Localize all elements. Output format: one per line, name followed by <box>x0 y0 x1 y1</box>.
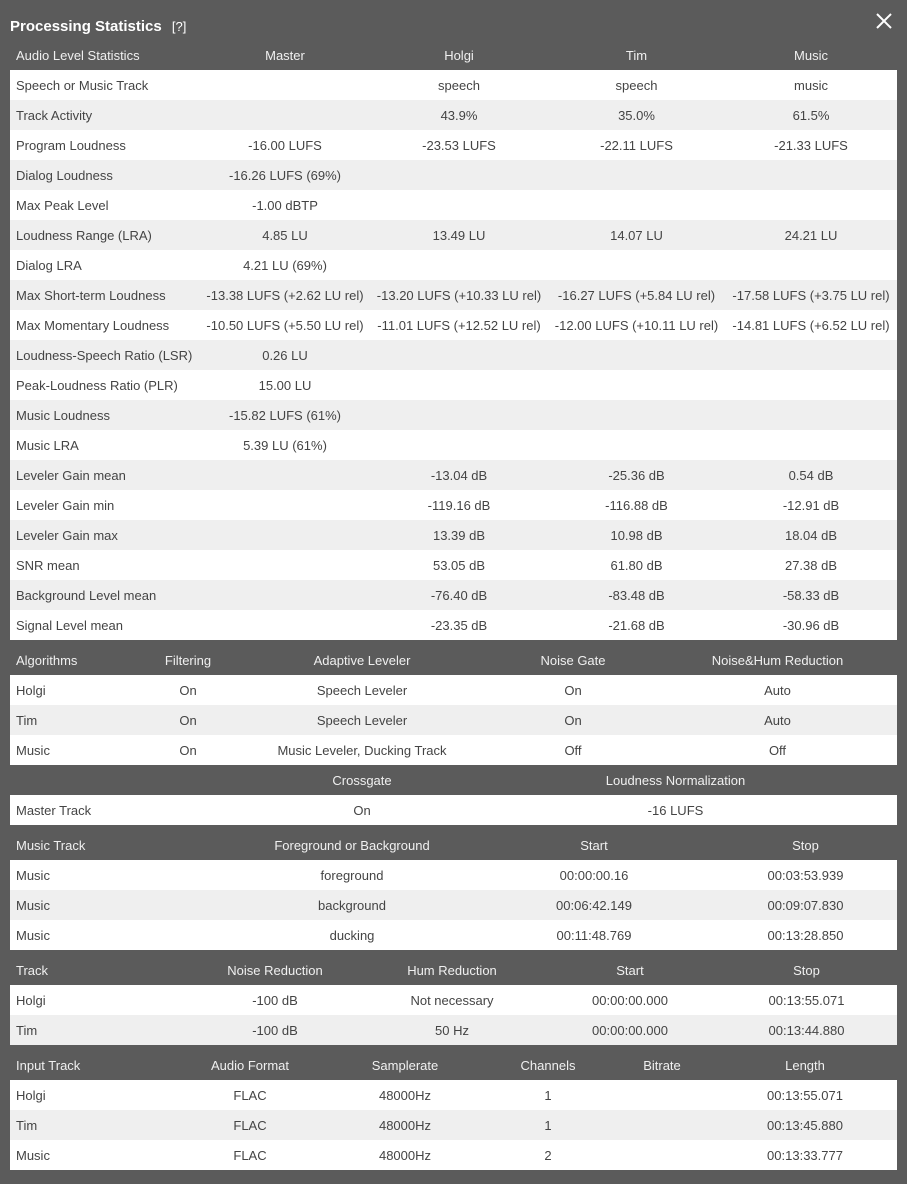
table-cell: FLAC <box>175 1110 325 1140</box>
table-cell: 0.26 LU <box>200 340 370 370</box>
dialog-title: Processing Statistics <box>10 18 162 35</box>
table-cell: -25.36 dB <box>548 460 725 490</box>
table-cell: -100 dB <box>190 1015 360 1045</box>
table-row <box>10 280 897 310</box>
table-cell: -22.11 LUFS <box>548 130 725 160</box>
table-cell: -30.96 dB <box>725 610 897 640</box>
table-cell: -15.82 LUFS (61%) <box>200 400 370 430</box>
table-cell <box>725 250 897 280</box>
table-row <box>10 310 897 340</box>
row-label: Speech or Music Track <box>10 70 200 100</box>
table-row <box>10 190 897 220</box>
table-cell <box>548 340 725 370</box>
row-label: Music <box>10 1140 175 1170</box>
table-cell: FLAC <box>175 1080 325 1110</box>
table-header-row <box>10 955 897 985</box>
row-label: Max Momentary Loudness <box>10 310 200 340</box>
row-label: Signal Level mean <box>10 610 200 640</box>
table-row <box>10 890 897 920</box>
table-row <box>10 860 897 890</box>
table-cell: -23.53 LUFS <box>370 130 548 160</box>
audio-level-table <box>10 40 897 640</box>
table-cell: 24.21 LU <box>725 220 897 250</box>
music-track-table <box>10 830 897 950</box>
table-cell <box>370 370 548 400</box>
row-label: Dialog Loudness <box>10 160 200 190</box>
row-label: Tim <box>10 1110 175 1140</box>
table-cell: -13.04 dB <box>370 460 548 490</box>
table-cell: 50 Hz <box>360 1015 544 1045</box>
column-header: Algorithms <box>10 645 140 675</box>
table-cell: 18.04 dB <box>725 520 897 550</box>
table-cell: -16.26 LUFS (69%) <box>200 160 370 190</box>
table-cell <box>200 460 370 490</box>
table-cell: 00:13:33.777 <box>713 1140 897 1170</box>
input-track-table <box>10 1050 897 1170</box>
dialog-header <box>10 17 186 37</box>
row-label: Music LRA <box>10 430 200 460</box>
table-row <box>10 160 897 190</box>
column-header: Music Track <box>10 830 230 860</box>
table-row <box>10 610 897 640</box>
table-cell: 10.98 dB <box>548 520 725 550</box>
row-label: Master Track <box>10 795 270 825</box>
row-label: Music <box>10 860 230 890</box>
table-row <box>10 1140 897 1170</box>
table-cell <box>370 190 548 220</box>
table-row <box>10 985 897 1015</box>
column-header: Input Track <box>10 1050 175 1080</box>
table-cell: foreground <box>230 860 474 890</box>
table-cell: 1 <box>485 1080 611 1110</box>
table-cell: background <box>230 890 474 920</box>
table-cell: 35.0% <box>548 100 725 130</box>
table-cell <box>370 430 548 460</box>
table-cell <box>725 190 897 220</box>
table-cell <box>370 340 548 370</box>
table-cell: On <box>140 735 236 765</box>
table-cell: 00:00:00.000 <box>544 985 716 1015</box>
table-cell: 00:13:28.850 <box>714 920 897 950</box>
column-header: Filtering <box>140 645 236 675</box>
row-label: Max Short-term Loudness <box>10 280 200 310</box>
table-cell: -100 dB <box>190 985 360 1015</box>
row-label: Music <box>10 890 230 920</box>
column-header: Master <box>200 40 370 70</box>
row-label: Leveler Gain mean <box>10 460 200 490</box>
row-label: Track Activity <box>10 100 200 130</box>
algorithms-table <box>10 645 897 765</box>
table-cell <box>200 70 370 100</box>
table-row <box>10 340 897 370</box>
table-cell <box>548 400 725 430</box>
row-label: Peak-Loudness Ratio (PLR) <box>10 370 200 400</box>
table-cell: -23.35 dB <box>370 610 548 640</box>
table-row <box>10 490 897 520</box>
table-cell: FLAC <box>175 1140 325 1170</box>
table-row <box>10 520 897 550</box>
table-cell <box>200 610 370 640</box>
table-cell: 48000Hz <box>325 1080 485 1110</box>
table-cell <box>725 160 897 190</box>
table-cell: -116.88 dB <box>548 490 725 520</box>
table-cell: 14.07 LU <box>548 220 725 250</box>
table-cell: 00:03:53.939 <box>714 860 897 890</box>
table-cell: 00:13:55.071 <box>713 1080 897 1110</box>
table-cell: -13.20 LUFS (+10.33 LU rel) <box>370 280 548 310</box>
table-header-row <box>10 645 897 675</box>
table-cell: Speech Leveler <box>236 675 488 705</box>
row-label: Holgi <box>10 1080 175 1110</box>
column-header: Hum Reduction <box>360 955 544 985</box>
column-header: Start <box>544 955 716 985</box>
table-cell <box>611 1110 713 1140</box>
table-cell: 00:13:45.880 <box>713 1110 897 1140</box>
table-cell: 00:13:44.880 <box>716 1015 897 1045</box>
table-cell: 00:06:42.149 <box>474 890 714 920</box>
row-label: Max Peak Level <box>10 190 200 220</box>
table-row <box>10 550 897 580</box>
table-cell: -21.33 LUFS <box>725 130 897 160</box>
table-cell: 5.39 LU (61%) <box>200 430 370 460</box>
table-cell: Music Leveler, Ducking Track <box>236 735 488 765</box>
table-row <box>10 735 897 765</box>
column-header: Noise&Hum Reduction <box>658 645 897 675</box>
table-cell <box>200 520 370 550</box>
row-label: Music <box>10 735 140 765</box>
table-cell <box>370 250 548 280</box>
help-link[interactable]: [?] <box>171 19 187 34</box>
table-cell: -76.40 dB <box>370 580 548 610</box>
table-cell: Auto <box>658 675 897 705</box>
table-cell <box>725 400 897 430</box>
column-header <box>10 765 270 795</box>
column-header: Stop <box>714 830 897 860</box>
track-section <box>10 955 897 1045</box>
table-cell: -83.48 dB <box>548 580 725 610</box>
table-cell: Auto <box>658 705 897 735</box>
algorithms-section <box>10 645 897 765</box>
table-cell: 27.38 dB <box>725 550 897 580</box>
table-row <box>10 1080 897 1110</box>
table-cell <box>611 1080 713 1110</box>
table-row <box>10 430 897 460</box>
table-cell: 00:00:00.000 <box>544 1015 716 1045</box>
column-header: Audio Level Statistics <box>10 40 200 70</box>
table-cell: Off <box>658 735 897 765</box>
table-cell: 13.39 dB <box>370 520 548 550</box>
table-cell: -13.38 LUFS (+2.62 LU rel) <box>200 280 370 310</box>
column-header: Start <box>474 830 714 860</box>
audio-level-section <box>10 40 897 640</box>
table-row <box>10 675 897 705</box>
table-cell: On <box>488 675 658 705</box>
table-cell: -16.27 LUFS (+5.84 LU rel) <box>548 280 725 310</box>
table-cell: 4.21 LU (69%) <box>200 250 370 280</box>
table-cell: On <box>270 795 454 825</box>
table-cell: 00:11:48.769 <box>474 920 714 950</box>
column-header: Track <box>10 955 190 985</box>
row-label: Background Level mean <box>10 580 200 610</box>
table-row <box>10 400 897 430</box>
table-cell: -14.81 LUFS (+6.52 LU rel) <box>725 310 897 340</box>
table-cell: 61.5% <box>725 100 897 130</box>
column-header: Channels <box>485 1050 611 1080</box>
table-cell: 4.85 LU <box>200 220 370 250</box>
table-cell: On <box>140 705 236 735</box>
column-header: Length <box>713 1050 897 1080</box>
column-header: Music <box>725 40 897 70</box>
table-cell: -21.68 dB <box>548 610 725 640</box>
column-header: Crossgate <box>270 765 454 795</box>
row-label: Music <box>10 920 230 950</box>
column-header: Loudness Normalization <box>454 765 897 795</box>
table-header-row <box>10 40 897 70</box>
table-cell: Speech Leveler <box>236 705 488 735</box>
table-cell: -16 LUFS <box>454 795 897 825</box>
table-cell: speech <box>548 70 725 100</box>
table-cell <box>548 250 725 280</box>
table-row <box>10 1015 897 1045</box>
row-label: Holgi <box>10 675 140 705</box>
table-cell <box>548 370 725 400</box>
track-table <box>10 955 897 1045</box>
table-cell: 53.05 dB <box>370 550 548 580</box>
table-cell <box>200 100 370 130</box>
table-cell <box>200 550 370 580</box>
table-cell <box>725 370 897 400</box>
column-header: Holgi <box>370 40 548 70</box>
column-header: Noise Gate <box>488 645 658 675</box>
column-header: Adaptive Leveler <box>236 645 488 675</box>
row-label: Loudness-Speech Ratio (LSR) <box>10 340 200 370</box>
row-label: Program Loudness <box>10 130 200 160</box>
table-cell: -11.01 LUFS (+12.52 LU rel) <box>370 310 548 340</box>
table-cell <box>725 430 897 460</box>
table-row <box>10 130 897 160</box>
table-cell: 00:13:55.071 <box>716 985 897 1015</box>
table-cell: -58.33 dB <box>725 580 897 610</box>
table-cell: 61.80 dB <box>548 550 725 580</box>
master-track-table <box>10 765 897 825</box>
table-cell: 48000Hz <box>325 1110 485 1140</box>
table-cell: -17.58 LUFS (+3.75 LU rel) <box>725 280 897 310</box>
table-row <box>10 1110 897 1140</box>
column-header: Samplerate <box>325 1050 485 1080</box>
table-cell: -119.16 dB <box>370 490 548 520</box>
table-cell <box>548 430 725 460</box>
column-header: Stop <box>716 955 897 985</box>
table-cell: 43.9% <box>370 100 548 130</box>
table-cell: 2 <box>485 1140 611 1170</box>
row-label: Loudness Range (LRA) <box>10 220 200 250</box>
table-cell: 15.00 LU <box>200 370 370 400</box>
table-cell: 13.49 LU <box>370 220 548 250</box>
table-cell: Not necessary <box>360 985 544 1015</box>
table-cell <box>370 160 548 190</box>
table-cell <box>370 400 548 430</box>
table-header-row <box>10 765 897 795</box>
table-cell: On <box>488 705 658 735</box>
row-label: Music Loudness <box>10 400 200 430</box>
table-cell: -12.91 dB <box>725 490 897 520</box>
table-header-row <box>10 1050 897 1080</box>
table-row <box>10 70 897 100</box>
table-cell: 00:09:07.830 <box>714 890 897 920</box>
music-track-section <box>10 830 897 950</box>
row-label: Tim <box>10 1015 190 1045</box>
table-row <box>10 460 897 490</box>
table-row <box>10 100 897 130</box>
table-cell: 00:00:00.16 <box>474 860 714 890</box>
table-row <box>10 920 897 950</box>
table-cell <box>548 190 725 220</box>
row-label: Leveler Gain min <box>10 490 200 520</box>
table-row <box>10 580 897 610</box>
table-cell: Off <box>488 735 658 765</box>
table-cell: -12.00 LUFS (+10.11 LU rel) <box>548 310 725 340</box>
table-cell <box>200 580 370 610</box>
table-cell <box>725 340 897 370</box>
close-icon <box>873 10 895 32</box>
column-header: Bitrate <box>611 1050 713 1080</box>
column-header: Foreground or Background <box>230 830 474 860</box>
table-cell: music <box>725 70 897 100</box>
column-header: Tim <box>548 40 725 70</box>
column-header: Noise Reduction <box>190 955 360 985</box>
row-label: Holgi <box>10 985 190 1015</box>
table-cell <box>548 160 725 190</box>
table-cell: 48000Hz <box>325 1140 485 1170</box>
table-cell: speech <box>370 70 548 100</box>
row-label: Leveler Gain max <box>10 520 200 550</box>
table-row <box>10 370 897 400</box>
input-track-section <box>10 1050 897 1170</box>
row-label: Dialog LRA <box>10 250 200 280</box>
table-cell: ducking <box>230 920 474 950</box>
table-header-row <box>10 830 897 860</box>
row-label: Tim <box>10 705 140 735</box>
table-row <box>10 795 897 825</box>
table-cell: 1 <box>485 1110 611 1140</box>
table-row <box>10 250 897 280</box>
close-button[interactable] <box>873 10 895 32</box>
row-label: SNR mean <box>10 550 200 580</box>
column-header: Audio Format <box>175 1050 325 1080</box>
table-cell: -10.50 LUFS (+5.50 LU rel) <box>200 310 370 340</box>
table-row <box>10 220 897 250</box>
table-cell: -1.00 dBTP <box>200 190 370 220</box>
table-cell <box>611 1140 713 1170</box>
table-cell: On <box>140 675 236 705</box>
master-track-section <box>10 765 897 825</box>
table-cell: -16.00 LUFS <box>200 130 370 160</box>
table-cell <box>200 490 370 520</box>
table-cell: 0.54 dB <box>725 460 897 490</box>
table-row <box>10 705 897 735</box>
